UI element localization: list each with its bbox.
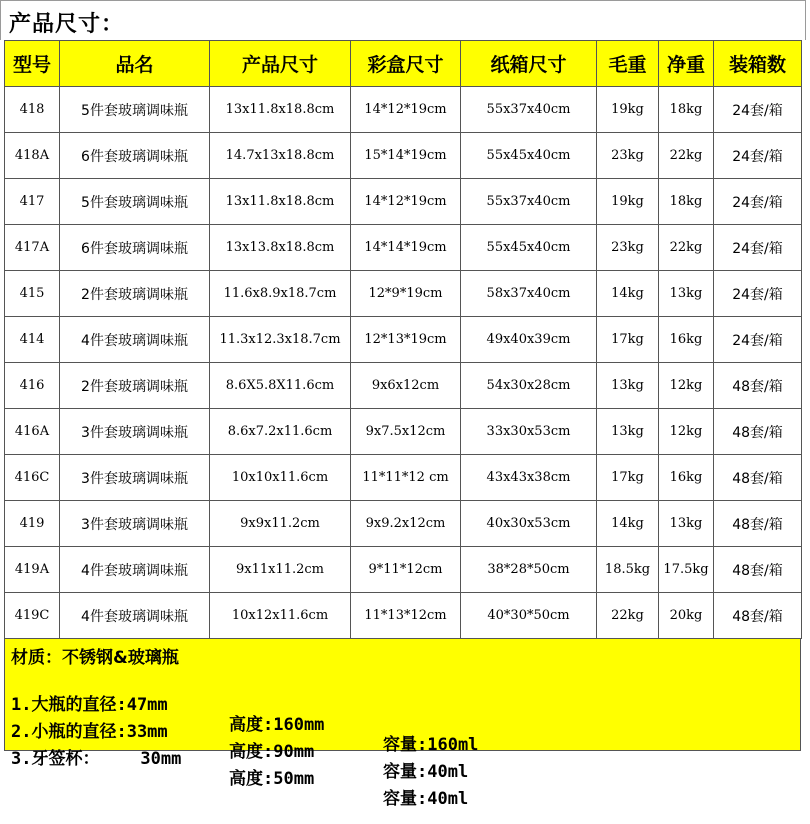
carton-size-cell: 49x40x39cm [461,317,597,363]
table-row [5,501,802,547]
net-weight-cell: 12kg [659,409,714,455]
box-size-cell: 12*9*19cm [351,271,461,317]
net-weight-cell: 17.5kg [659,547,714,593]
gross-weight-cell: 14kg [597,501,659,547]
carton-size-cell: 55x45x40cm [461,225,597,271]
table-row [5,179,802,225]
table-row [5,271,802,317]
pack-qty-cell: 24套/箱 [714,179,802,225]
product-name-cell: 4件套玻璃调味瓶 [60,317,210,363]
product-name-cell: 3件套玻璃调味瓶 [60,501,210,547]
model-cell: 418A [5,133,60,179]
pack-qty-cell: 24套/箱 [714,133,802,179]
gross-weight-cell: 13kg [597,409,659,455]
product-size-cell: 14.7x13x18.8cm [210,133,351,179]
gross-weight-cell: 13kg [597,363,659,409]
pack-qty-cell: 48套/箱 [714,455,802,501]
product-name-cell: 2件套玻璃调味瓶 [60,271,210,317]
net-weight-cell: 16kg [659,455,714,501]
spec-capacity: 容量:40ml [383,762,469,782]
product-name-cell: 6件套玻璃调味瓶 [60,133,210,179]
product-size-cell: 9x9x11.2cm [210,501,351,547]
carton-size-cell: 40*30*50cm [461,593,597,639]
model-cell: 416 [5,363,60,409]
model-cell: 415 [5,271,60,317]
spec-height: 高度:50mm [229,769,315,789]
product-size-cell: 10x12x11.6cm [210,593,351,639]
gross-weight-cell: 23kg [597,133,659,179]
pack-qty-cell: 48套/箱 [714,409,802,455]
carton-size-cell: 38*28*50cm [461,547,597,593]
model-cell: 416A [5,409,60,455]
net-weight-cell: 22kg [659,133,714,179]
net-weight-cell: 13kg [659,501,714,547]
net-weight-cell: 13kg [659,271,714,317]
spec-table [4,40,802,639]
product-size-cell: 13x13.8x18.8cm [210,225,351,271]
box-size-cell: 11*11*12 cm [351,455,461,501]
title-bar [0,0,806,40]
product-size-cell: 8.6X5.8X11.6cm [210,363,351,409]
table-row [5,593,802,639]
product-name-cell: 5件套玻璃调味瓶 [60,87,210,133]
header-cell: 型号 [5,41,60,87]
carton-size-cell: 54x30x28cm [461,363,597,409]
notes-panel [4,638,801,809]
net-weight-cell: 20kg [659,593,714,639]
page-title: 产品尺寸： [9,12,125,37]
pack-qty-cell: 48套/箱 [714,501,802,547]
header-cell: 装箱数 [714,41,802,87]
product-size-cell: 10x10x11.6cm [210,455,351,501]
box-size-cell: 15*14*19cm [351,133,461,179]
pack-qty-cell: 48套/箱 [714,363,802,409]
box-size-cell: 14*12*19cm [351,179,461,225]
table-row [5,225,802,271]
gross-weight-cell: 14kg [597,271,659,317]
gross-weight-cell: 17kg [597,317,659,363]
net-weight-cell: 18kg [659,179,714,225]
model-cell: 419C [5,593,60,639]
net-weight-cell: 12kg [659,363,714,409]
carton-size-cell: 33x30x53cm [461,409,597,455]
pack-qty-cell: 24套/箱 [714,317,802,363]
model-cell: 419A [5,547,60,593]
product-name-cell: 3件套玻璃调味瓶 [60,409,210,455]
box-size-cell: 14*12*19cm [351,87,461,133]
spec-label: 2.小瓶的直径:33mm [11,722,168,742]
product-name-cell: 5件套玻璃调味瓶 [60,179,210,225]
pack-qty-cell: 48套/箱 [714,593,802,639]
material-note: 材质：不锈钢&玻璃瓶 [11,648,179,668]
header-cell: 纸箱尺寸 [461,41,597,87]
spec-capacity: 容量:160ml [383,735,479,755]
spec-label: 3.牙签杯： 30mm [11,749,182,769]
net-weight-cell: 22kg [659,225,714,271]
carton-size-cell: 55x37x40cm [461,179,597,225]
spec-height: 高度:160mm [229,715,325,735]
carton-size-cell: 55x37x40cm [461,87,597,133]
spec-height: 高度:90mm [229,742,315,762]
spec-capacity: 容量:40ml [383,789,469,809]
net-weight-cell: 16kg [659,317,714,363]
carton-size-cell: 55x45x40cm [461,133,597,179]
product-size-cell: 8.6x7.2x11.6cm [210,409,351,455]
gross-weight-cell: 19kg [597,87,659,133]
box-size-cell: 9x7.5x12cm [351,409,461,455]
product-size-cell: 13x11.8x18.8cm [210,87,351,133]
table-row [5,363,802,409]
product-size-cell: 13x11.8x18.8cm [210,179,351,225]
product-name-cell: 4件套玻璃调味瓶 [60,593,210,639]
product-size-cell: 9x11x11.2cm [210,547,351,593]
model-cell: 419 [5,501,60,547]
model-cell: 416C [5,455,60,501]
header-row [5,41,802,87]
model-cell: 417A [5,225,60,271]
gross-weight-cell: 19kg [597,179,659,225]
product-size-cell: 11.3x12.3x18.7cm [210,317,351,363]
model-cell: 417 [5,179,60,225]
box-size-cell: 11*13*12cm [351,593,461,639]
pack-qty-cell: 24套/箱 [714,87,802,133]
box-size-cell: 9x6x12cm [351,363,461,409]
header-cell: 彩盒尺寸 [351,41,461,87]
gross-weight-cell: 23kg [597,225,659,271]
product-name-cell: 2件套玻璃调味瓶 [60,363,210,409]
product-size-cell: 11.6x8.9x18.7cm [210,271,351,317]
gross-weight-cell: 22kg [597,593,659,639]
table-row [5,455,802,501]
model-cell: 414 [5,317,60,363]
box-size-cell: 9x9.2x12cm [351,501,461,547]
product-name-cell: 3件套玻璃调味瓶 [60,455,210,501]
model-cell: 418 [5,87,60,133]
spec-label: 1.大瓶的直径:47mm [11,695,168,715]
header-cell: 净重 [659,41,714,87]
carton-size-cell: 58x37x40cm [461,271,597,317]
header-cell: 品名 [60,41,210,87]
product-name-cell: 6件套玻璃调味瓶 [60,225,210,271]
header-cell: 毛重 [597,41,659,87]
box-size-cell: 12*13*19cm [351,317,461,363]
gross-weight-cell: 18.5kg [597,547,659,593]
gross-weight-cell: 17kg [597,455,659,501]
table-body [5,87,802,639]
table-row [5,547,802,593]
table-row [5,133,802,179]
box-size-cell: 9*11*12cm [351,547,461,593]
carton-size-cell: 40x30x53cm [461,501,597,547]
table-row [5,409,802,455]
net-weight-cell: 18kg [659,87,714,133]
pack-qty-cell: 24套/箱 [714,225,802,271]
pack-qty-cell: 24套/箱 [714,271,802,317]
product-name-cell: 4件套玻璃调味瓶 [60,547,210,593]
table-row [5,317,802,363]
header-cell: 产品尺寸 [210,41,351,87]
pack-qty-cell: 48套/箱 [714,547,802,593]
carton-size-cell: 43x43x38cm [461,455,597,501]
table-row [5,87,802,133]
box-size-cell: 14*14*19cm [351,225,461,271]
